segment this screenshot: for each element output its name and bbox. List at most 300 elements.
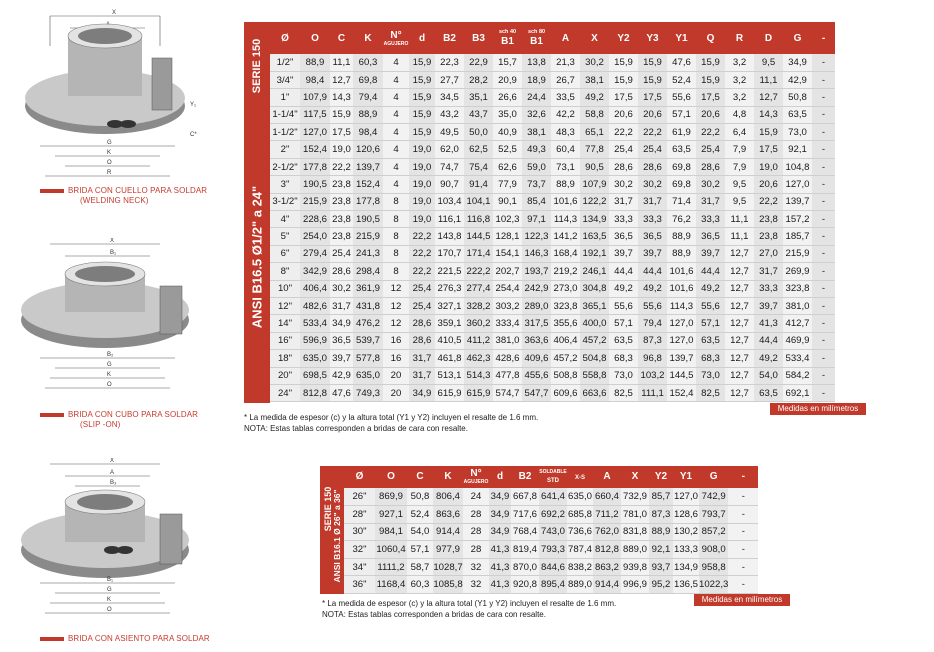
weld-neck-caption: BRIDA CON CUELLO PARA SOLDAR (WELDING NECK) [40,186,207,206]
table1-cell: 1-1/2" [270,124,300,141]
table1-cell: 12" [270,297,300,314]
table1-cell: 12,7 [725,384,754,401]
table1-header-cell [435,22,464,54]
table1-cell: 32,6 [522,106,551,123]
table1-cell: - [812,54,835,71]
table1-cell: 12,7 [330,71,353,88]
table2-cell: 34,9 [489,506,511,524]
table1-cell: 35,1 [464,89,493,106]
table1-cell: 663,6 [580,384,609,401]
table1-cell: 73,0 [696,367,725,384]
table1-cell: 221,5 [435,263,464,280]
svg-text:B₁: B₁ [107,577,114,583]
table1-cell: 68,3 [609,350,638,367]
table2-series-band [320,466,344,594]
table1-cell: 96,8 [638,350,667,367]
table1-cell: 104,1 [464,193,493,210]
table1-cell: 10" [270,280,300,297]
table2-cell: - [728,523,758,541]
table1-cell: 22,9 [464,54,493,71]
table2-header-label: Ø [355,471,364,482]
table1-cell: 19,0 [409,158,435,175]
table1-cell: 157,2 [783,211,812,228]
table1-cell: 127,0 [300,124,330,141]
table1-cell: 49,2 [696,280,725,297]
table1-cell: 504,8 [580,350,609,367]
table1-cell: 62,0 [435,141,464,158]
table1-cell: 22,2 [409,245,435,262]
table1-row [270,89,835,106]
table1-cell: 36,5 [609,228,638,245]
table1-cell: 635,0 [353,367,383,384]
table1-header-cell [580,22,609,54]
table1-cell: 52,4 [667,71,696,88]
table1-cell: 97,1 [522,211,551,228]
table1-cell: 28,6 [330,263,353,280]
table1-cell: 20 [383,367,409,384]
table1-cell: 254,4 [493,280,522,297]
table2-header-cell [539,466,567,488]
table1-cell: 102,3 [493,211,522,228]
table1-cell: 31,7 [409,350,435,367]
table1-header-label: Y3 [646,32,659,44]
table1-cell: 409,6 [522,350,551,367]
table1-cell: 16" [270,332,300,349]
svg-text:B₂: B₂ [107,352,114,358]
table1-cell: 40,9 [493,124,522,141]
table2-cell: 41,3 [489,576,511,594]
svg-text:K: K [107,597,112,603]
table1-cell: 304,8 [580,280,609,297]
table1-cell: 269,9 [783,263,812,280]
svg-text:G: G [107,587,112,593]
table2-cell: 787,4 [567,541,593,559]
table2-cell: 136,5 [673,576,699,594]
table1-cell: 4 [383,89,409,106]
table1-cell: 9,5 [725,176,754,193]
table1-cell: 49,2 [754,350,783,367]
table1-cell: 215,9 [783,245,812,262]
table2-cell: 127,0 [673,488,699,506]
table1-cell: 33,5 [551,89,580,106]
table1-cell: 38,1 [522,124,551,141]
table2-cell: - [728,506,758,524]
table1-cell: 24" [270,384,300,401]
table1-cell: 75,4 [464,158,493,175]
table1-cell: 455,6 [522,367,551,384]
table2-row [344,488,758,506]
table1-cell: 19,0 [409,141,435,158]
table1-cell: 42,2 [551,106,580,123]
table1-cell: 15,9 [409,106,435,123]
table2-cell: 60,3 [407,576,433,594]
table1-cell: 177,8 [353,193,383,210]
table2-cell: 717,6 [511,506,539,524]
table1-cell: 574,7 [493,384,522,401]
table2-cell: 134,9 [673,558,699,576]
table2-cell: 34" [344,558,375,576]
table1-standard-title: ANSI B16.5 Ø1/2" a 24" [249,185,265,329]
table2-cell: 50,8 [407,488,433,506]
table1-row [270,141,835,158]
table1-cell: 88,9 [353,106,383,123]
table1-cell: 63,5 [667,141,696,158]
table1-cell: 90,7 [435,176,464,193]
table1-cell: 92,1 [783,141,812,158]
table1-cell: 65,1 [580,124,609,141]
table1-cell: 14,3 [754,106,783,123]
table2-cell: 34,9 [489,488,511,506]
table1-cell: 104,8 [783,158,812,175]
table1-cell: 90,5 [580,158,609,175]
table1-cell: - [812,176,835,193]
table1-cell: 139,7 [783,193,812,210]
table1-cell: 71,4 [667,193,696,210]
table1-cell: 116,1 [435,211,464,228]
table1-cell: 3-1/2" [270,193,300,210]
table1-cell: 73,0 [609,367,638,384]
table2-header-cell [463,466,489,488]
svg-text:G: G [107,362,112,368]
table1-cell: 44,4 [609,263,638,280]
table1-cell: 539,7 [353,332,383,349]
table2-cell: 41,3 [489,558,511,576]
table1-cell: 19,0 [409,193,435,210]
caption-bar-icon [40,413,64,417]
table1-cell: 360,2 [464,315,493,332]
table2-header-cell [344,466,375,488]
table1-cell: 98,4 [353,124,383,141]
table1-cell: 4 [383,124,409,141]
svg-text:R: R [107,170,112,176]
table1-cell: 749,3 [353,384,383,401]
table1-cell: 18,9 [522,71,551,88]
table1-cell: 50,0 [464,124,493,141]
table1-header-label: B2 [443,32,456,44]
table1-cell: 134,9 [580,211,609,228]
table2-cell: 742,9 [699,488,728,506]
table1-cell: 215,9 [353,228,383,245]
table1-cell: 400,0 [580,315,609,332]
table1-cell: 412,7 [783,315,812,332]
table1-cell: 39,7 [330,350,353,367]
table2-cell: - [728,576,758,594]
table1-header-label: N° [390,29,402,41]
table1-cell: 13,8 [522,54,551,71]
table1-cell: 49,3 [522,141,551,158]
table1-cell: 190,5 [300,176,330,193]
table1-cell: - [812,193,835,210]
table1-cell: 462,3 [464,350,493,367]
table1-cell: 19,0 [754,158,783,175]
table1-cell: 139,7 [667,350,696,367]
table1-cell: 59,0 [522,158,551,175]
table1-cell: 58,8 [580,106,609,123]
table1-header-label: Q [706,32,715,44]
table1-cell: 4" [270,211,300,228]
table1-cell: 298,4 [353,263,383,280]
table2-header-cell [433,466,463,488]
table1-cell: 254,0 [300,228,330,245]
table1-cell: 49,2 [638,280,667,297]
table2-cell: 857,2 [699,523,728,541]
table1-row [270,384,835,401]
table1-cell: 152,4 [667,384,696,401]
table1-cell: 461,8 [435,350,464,367]
table1-cell: - [812,228,835,245]
table1-cell: 609,6 [551,384,580,401]
table1 [270,22,835,402]
table2-cell: 939,8 [621,558,649,576]
table1-cell: 16 [383,350,409,367]
table1-cell: 476,2 [353,315,383,332]
table1-cell: 33,3 [638,211,667,228]
table1-cell: - [812,384,835,401]
table1-header-cell [464,22,493,54]
table1-cell: 193,7 [522,263,551,280]
table1-cell: 22,2 [409,263,435,280]
table1-cell: 170,7 [435,245,464,262]
drawings-column [0,0,240,652]
table1-cell: 103,2 [638,367,667,384]
table1-cell: 615,9 [464,384,493,401]
table1-cell: 28,6 [609,158,638,175]
table1-cell: 246,1 [580,263,609,280]
table2-cell: 685,8 [567,506,593,524]
table1-cell: 3,2 [725,89,754,106]
table1-cell: 273,0 [551,280,580,297]
table2-cell: 743,0 [539,523,567,541]
table1-cell: 15,9 [754,124,783,141]
table2-cell: 838,2 [567,558,593,576]
table2-cell: 895,4 [539,576,567,594]
table1-cell: 276,3 [435,280,464,297]
table1-cell: 25,4 [330,245,353,262]
table1-cell: 20,6 [754,176,783,193]
table2-cell: 32" [344,541,375,559]
table1-cell: - [812,263,835,280]
table2-header-cell [489,466,511,488]
table1-cell: 202,7 [493,263,522,280]
table1-header-cell [522,22,551,54]
table1-cell: 533,4 [783,350,812,367]
table1-cell: 114,3 [551,211,580,228]
table2-cell: 34,9 [489,523,511,541]
table1-cell: 57,1 [667,106,696,123]
table1-row [270,245,835,262]
table1-cell: 406,4 [551,332,580,349]
table1-cell: 28,2 [464,71,493,88]
table1-cell: 14,3 [330,89,353,106]
table1-cell: 3,2 [725,71,754,88]
table1-cell: 127,0 [667,332,696,349]
table1-cell: 54,0 [754,367,783,384]
table1-cell: 79,4 [638,315,667,332]
table1-header-cell [551,22,580,54]
svg-text:G: G [107,140,112,146]
table1-cell: 363,6 [522,332,551,349]
table1-cell: 8 [383,245,409,262]
table1-cell: 15,9 [409,89,435,106]
table2-header-cell [593,466,621,488]
table1-row [270,193,835,210]
table2-cell: 41,3 [489,541,511,559]
table1-cell: 1" [270,89,300,106]
table2-header-cell [728,466,758,488]
table1-cell: 3" [270,176,300,193]
table2-cell: 133,3 [673,541,699,559]
table1-cell: 152,4 [353,176,383,193]
table1-cell: 127,0 [783,176,812,193]
table1-cell: 30,2 [609,176,638,193]
table1-header-sub: sch 40 [498,29,517,35]
table1-cell: - [812,211,835,228]
table1-cell: - [812,332,835,349]
table1-cell: 41,3 [754,315,783,332]
table1-cell: 38,1 [580,71,609,88]
table1-cell: 8 [383,193,409,210]
table2-grid [344,466,758,594]
table1-header-cell [783,22,812,54]
table1-header-label: B1 [530,36,543,47]
table1-header-cell [638,22,667,54]
table2-cell: 889,0 [567,576,593,594]
table1-header-label: A [561,32,570,44]
table2-header-label: - [741,471,746,482]
table1-cell: 11,1 [725,228,754,245]
table1-cell: 49,5 [435,124,464,141]
table1-header-label: G [793,32,802,44]
table1-cell: 533,4 [300,315,330,332]
table2-cell: 667,8 [511,488,539,506]
svg-text:X: X [110,458,115,464]
table1-cell: 547,7 [522,384,551,401]
table2-row [344,541,758,559]
svg-text:X: X [112,10,117,16]
table1-cell: 33,3 [609,211,638,228]
table2-cell: 641,4 [539,488,567,506]
table2-header-label: N° [470,468,482,479]
table1-cell: 355,6 [551,315,580,332]
table2-cell: 806,4 [433,488,463,506]
table1-cell: 57,1 [696,315,725,332]
table1-cell: 127,0 [667,315,696,332]
table1-series-band [244,22,270,403]
table1-cell: 2" [270,141,300,158]
table1-cell: 31,7 [696,193,725,210]
table1-cell: 117,5 [300,106,330,123]
table1-header-cell [353,22,383,54]
table1-header-cell [696,22,725,54]
table1-cell: 361,9 [353,280,383,297]
table2-cell: 869,9 [375,488,407,506]
table1-cell: 11,1 [754,71,783,88]
table1-cell: 192,1 [580,245,609,262]
table1-cell: 88,9 [667,245,696,262]
table1-cell: 22,3 [435,54,464,71]
table1-cell: - [812,367,835,384]
table1-cell: 12 [383,280,409,297]
table1-cell: 2-1/2" [270,158,300,175]
table1-cell: - [812,280,835,297]
table2-cell: 87,3 [649,506,673,524]
table1-cell: 514,3 [464,367,493,384]
table1-cell: 228,6 [300,211,330,228]
table2-cell: 52,4 [407,506,433,524]
table1-cell: 30,2 [580,54,609,71]
socket-weld-caption: BRIDA CON ASIENTO PARA SOLDAR [40,634,210,644]
table1-header-label: Y1 [675,32,688,44]
table1-cell: 12,7 [725,315,754,332]
table2-row [344,576,758,594]
table2-cell: 768,4 [511,523,539,541]
table1-notes [244,412,538,434]
table1-header-cell [383,22,409,54]
table1-cell: 22,2 [409,228,435,245]
table2-cell: 736,6 [567,523,593,541]
table1-cell: 482,6 [300,297,330,314]
table1-cell: 60,3 [353,54,383,71]
table1-cell: 4 [383,106,409,123]
table2-header-label: d [496,471,504,482]
table1-cell: 30,2 [696,176,725,193]
table2-header-label: B2 [518,471,532,482]
table1-cell: 154,1 [493,245,522,262]
table1-cell: 577,8 [353,350,383,367]
table1-cell: 55,6 [638,297,667,314]
table1-row [270,71,835,88]
svg-text:O: O [107,607,112,613]
table1-cell: 43,7 [464,106,493,123]
table1-cell: - [812,124,835,141]
table1-cell: 1/2" [270,54,300,71]
table1-cell: 4 [383,176,409,193]
table1-cell: 406,4 [300,280,330,297]
table2-cell: - [728,541,758,559]
table1-cell: 34,9 [330,315,353,332]
table2-cell: 732,9 [621,488,649,506]
table2-standard-title: ANSI B16.1 Ø 26" a 36" [332,489,342,583]
table1-cell: 7,9 [725,141,754,158]
table2-row [344,523,758,541]
table1-cell: 303,2 [493,297,522,314]
weld-neck-flange-drawing [10,6,230,186]
table1-cell: 73,7 [522,176,551,193]
table1-cell: 85,4 [522,193,551,210]
table1-header-label: B1 [501,36,514,47]
table1-cell: 431,8 [353,297,383,314]
table1-cell: 7,9 [725,158,754,175]
table1-cell: 171,4 [464,245,493,262]
table1-cell: 49,2 [609,280,638,297]
table1-cell: 11,1 [725,211,754,228]
table1-cell: 42,9 [783,71,812,88]
table1-cell: 139,7 [353,158,383,175]
table1-header-label: B3 [472,32,485,44]
table1-cell: 411,2 [464,332,493,349]
table1-cell: 23,8 [754,211,783,228]
table1-cell: 342,9 [300,263,330,280]
table1-cell: 327,1 [435,297,464,314]
table1-cell: 457,2 [580,332,609,349]
table1-cell: 73,1 [551,158,580,175]
table1-cell: 558,8 [580,367,609,384]
table1-cell: 27,7 [435,71,464,88]
table1-cell: 152,4 [300,141,330,158]
table1-cell: 12,7 [725,263,754,280]
table1-cell: 17,5 [696,89,725,106]
table2-header-label: G [709,471,718,482]
